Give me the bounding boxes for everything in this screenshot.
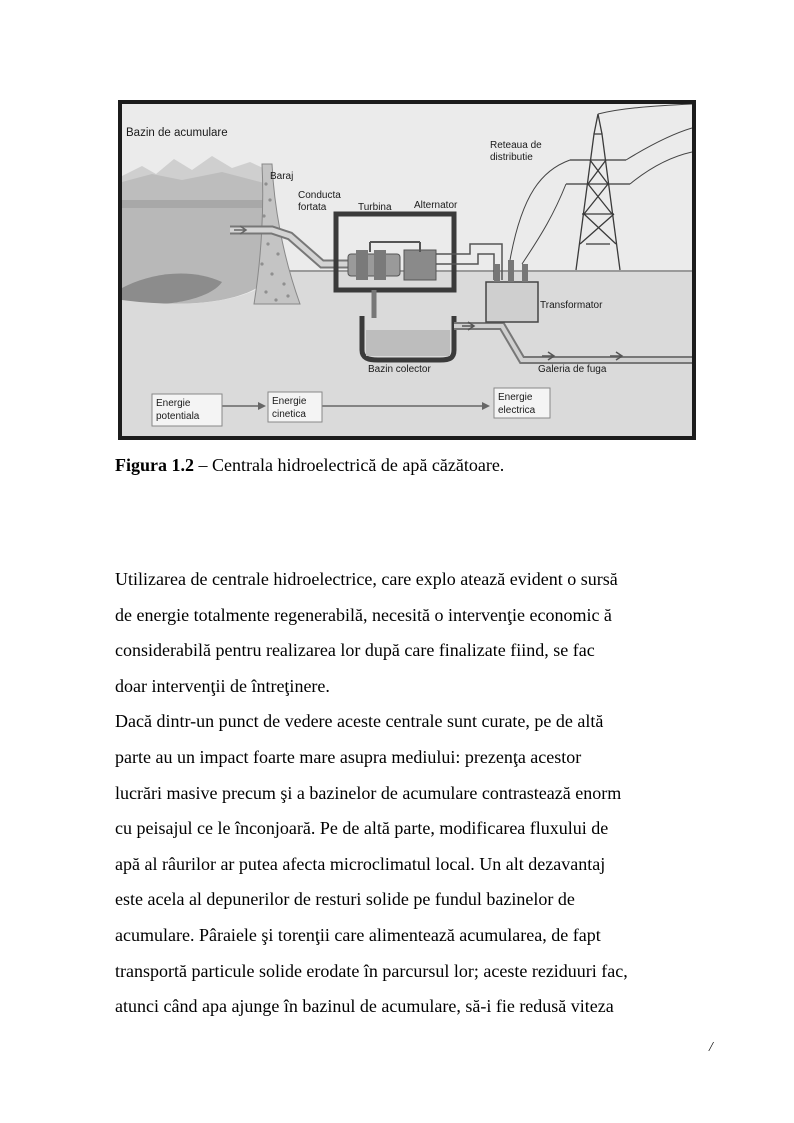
text-line: considerabilă pentru realizarea lor după care finalizate fiind, se fac (115, 640, 595, 661)
text-line: doar intervenţii de întreţinere. (115, 675, 330, 696)
label-energie-cinetica-2: cinetica (272, 409, 306, 420)
text-line: apă al râurilor ar putea afecta microclimatul local. Un alt dezavantaj (115, 853, 606, 874)
alternator (404, 250, 436, 280)
text-line: este acela al depunerilor de resturi solide pe fundul bazinelor de (115, 889, 575, 910)
label-conducta-1: Conducta (298, 190, 341, 201)
label-bazin-acumulare: Bazin de acumulare (126, 127, 228, 139)
label-reteaua-2: distributie (490, 152, 533, 163)
label-reteaua-1: Reteaua de (490, 140, 542, 151)
label-transformator: Transformator (540, 300, 603, 311)
text-line: cu peisajul ce le înconjoară. Pe de altă parte, modificarea fluxului de (115, 818, 609, 839)
label-conducta-2: fortata (298, 202, 327, 213)
label-baraj: Baraj (270, 171, 294, 182)
label-energie-electrica-2: electrica (498, 405, 536, 416)
label-alternator: Alternator (414, 200, 458, 211)
text-line: de energie totalmente regenerabilă, necesită o intervenţie economic ă (115, 604, 612, 625)
label-galeria: Galeria de fuga (538, 364, 607, 375)
text-line: Dacă dintr-un punct de vedere aceste centrale sunt curate, pe de altă (115, 711, 604, 732)
text-line: parte au un impact foarte mare asupra mediului: prezenţa acestor (115, 746, 582, 767)
figure-caption (115, 455, 504, 476)
caption-text: – Centrala hidroelectrică de apă căzătoare. (194, 455, 505, 475)
text-line: atunci când apa ajunge în bazinul de acumulare, să-i fie redusă viteza (115, 996, 614, 1017)
label-energie-cinetica-1: Energie (272, 396, 307, 407)
label-energie-potentiala-1: Energie (156, 398, 191, 409)
text-line: Utilizarea de centrale hidroelectrice, care explo atează evident o sursă (115, 569, 618, 589)
page-number: / (709, 1040, 713, 1055)
body-paragraph (115, 562, 727, 1025)
label-energie-electrica-1: Energie (498, 392, 533, 403)
label-turbina: Turbina (358, 202, 392, 213)
hydro-plant-diagram (122, 104, 692, 436)
caption-label: Figura 1.2 (115, 455, 194, 475)
hydro-plant-figure (118, 100, 696, 440)
transformer (486, 282, 538, 322)
text-line: transportă particule solide erodate în parcursul lor; aceste reziduuri fac, (115, 960, 628, 981)
text-line: acumulare. Pâraiele şi torenţii care alimentează acumularea, de fapt (115, 924, 601, 945)
text-line: lucrări masive precum şi a bazinelor de acumulare contrastează enorm (115, 782, 622, 803)
label-energie-potentiala-2: potentiala (156, 411, 200, 422)
label-bazin-colector: Bazin colector (368, 364, 431, 375)
